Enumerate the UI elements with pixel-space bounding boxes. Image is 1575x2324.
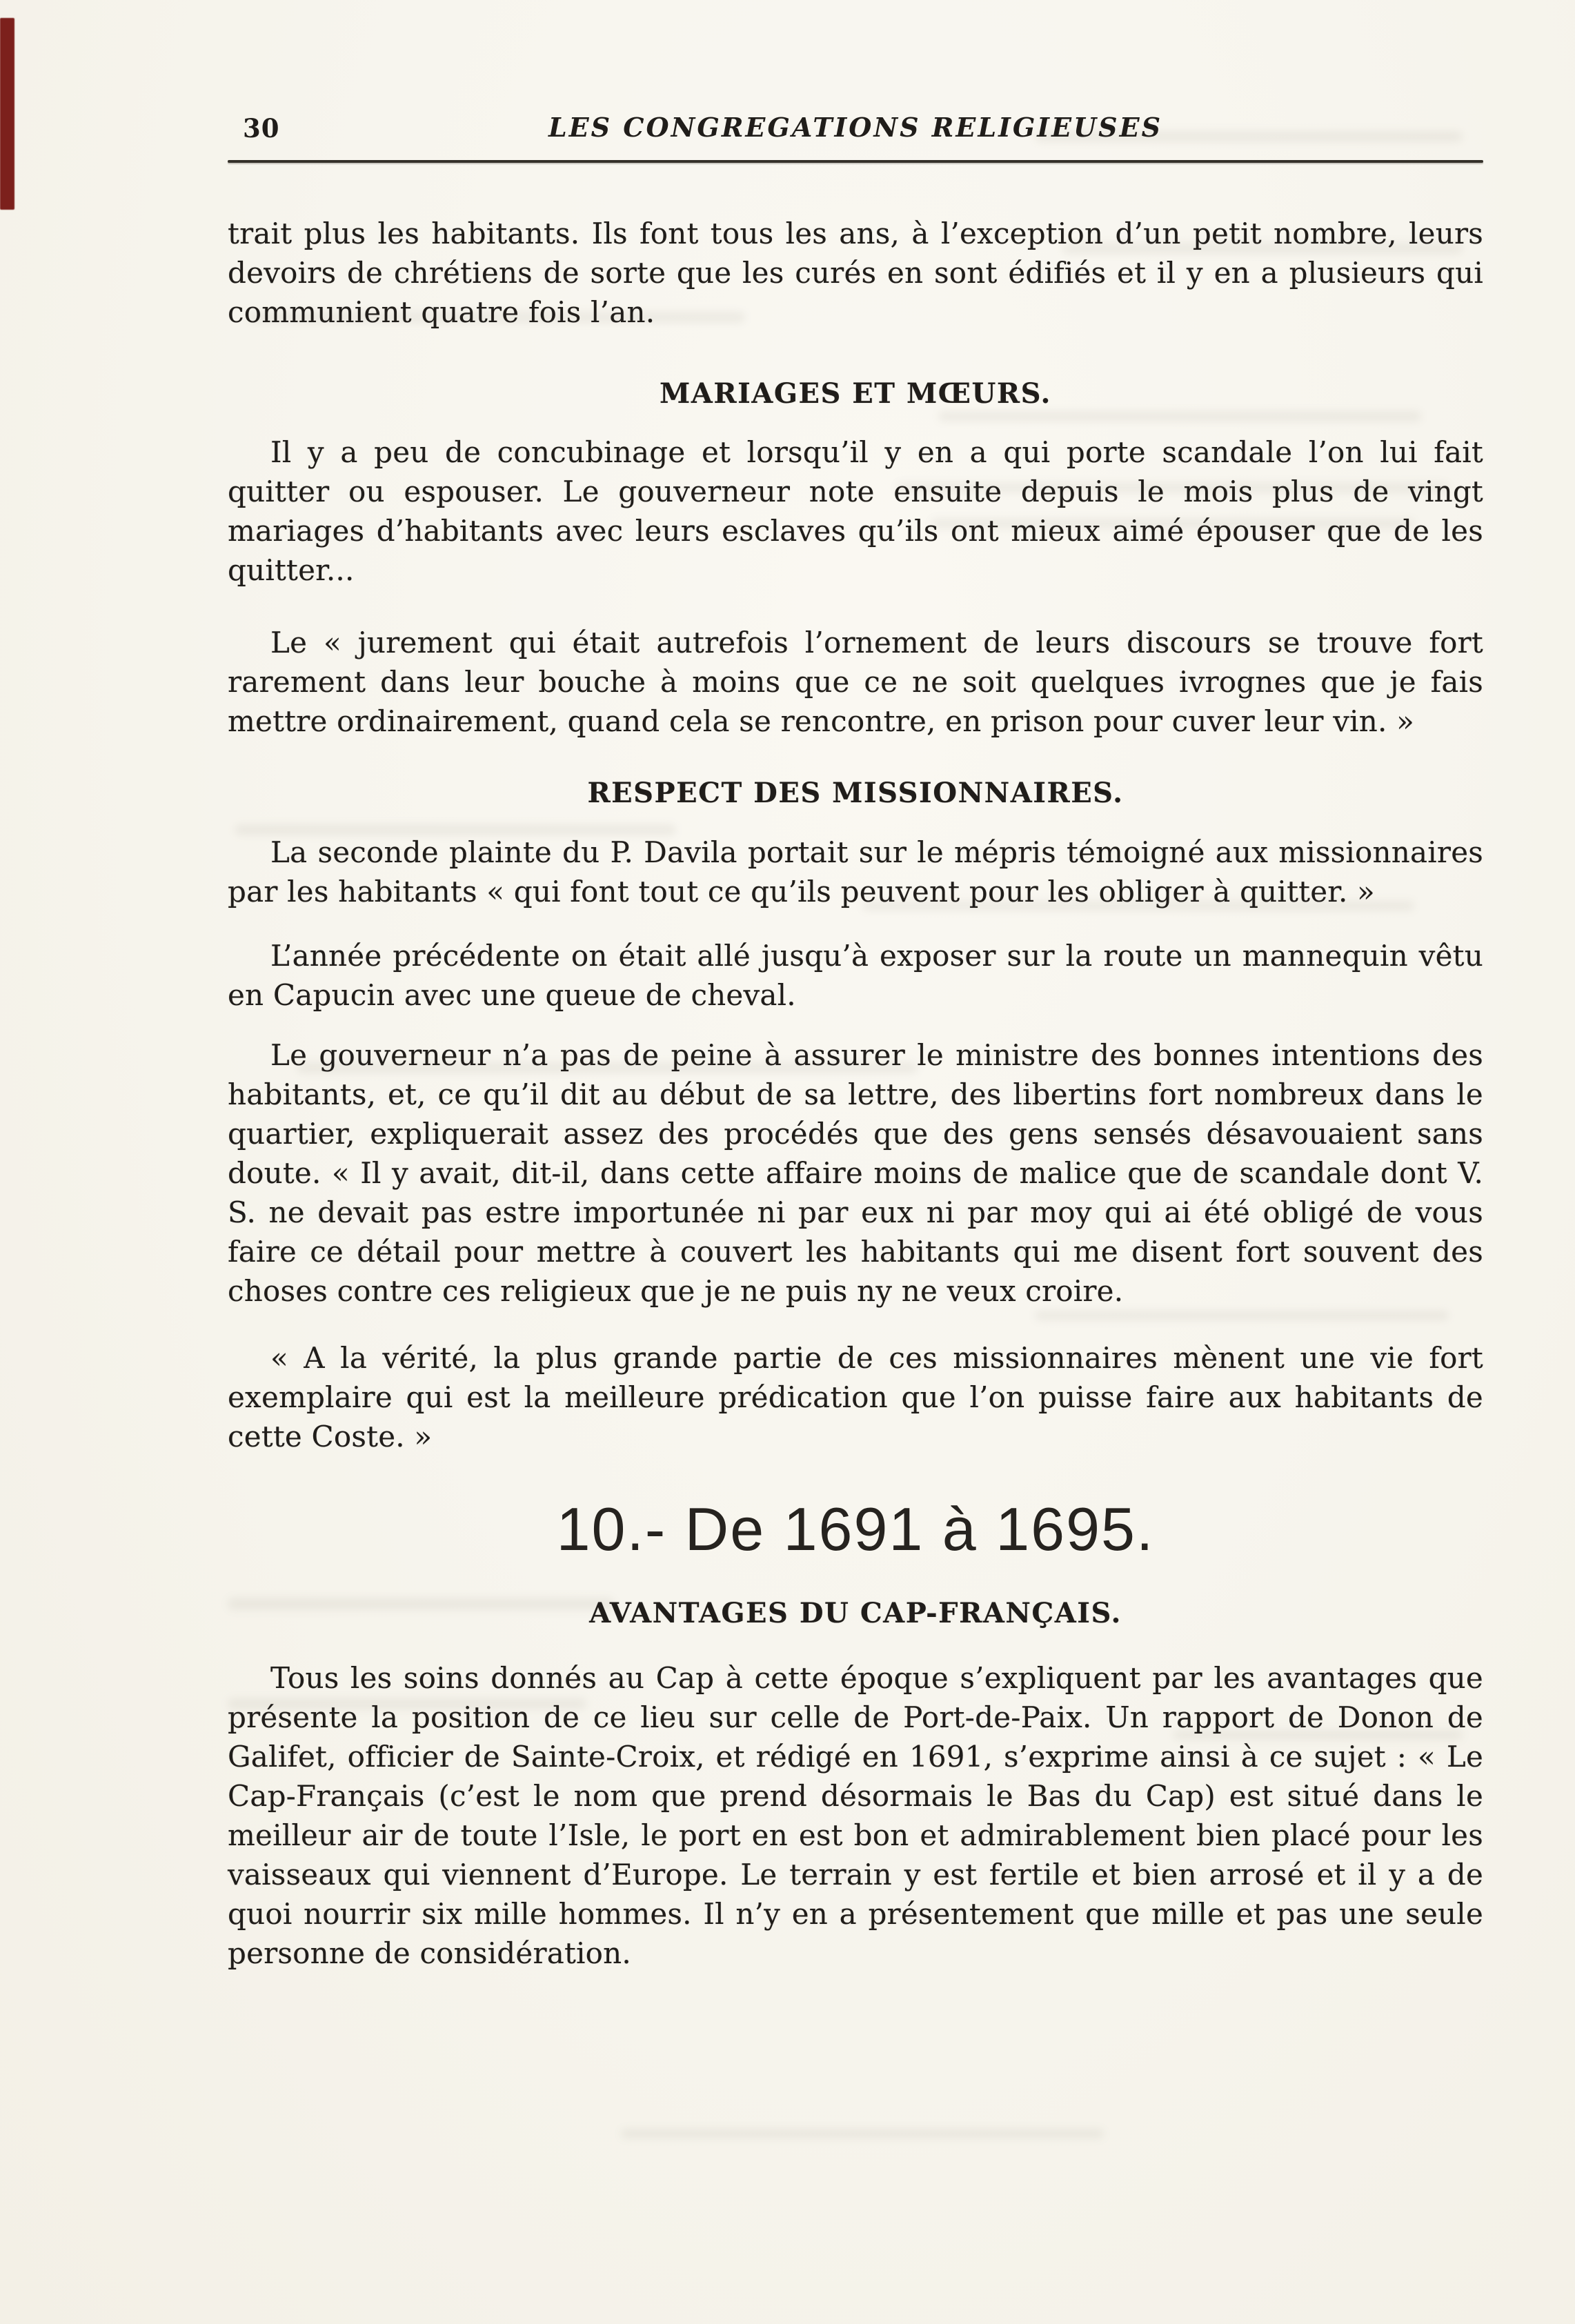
- section-heading-mariages-et-moeurs: MARIAGES ET MŒURS.: [660, 377, 1051, 410]
- paragraph-seconde-plainte: La seconde plainte du P. Davila portait sur le mépris témoigné aux missionnaires par les habitants « qui font tout ce qu’ils peuvent pour les obliger à quitter. »: [228, 835, 1483, 908]
- paragraph-a-la-verite: « A la vérité, la plus grande partie de ces missionnaires mènent une vie fort exemplaire qui est la meilleure prédication que l’on puisse faire aux habitants de cette Coste. »: [228, 1341, 1483, 1453]
- paragraph-concubinage: Il y a peu de concubinage et lorsqu’il y en a qui porte scandale l’on lui fait quitter ou espouser. Le gouverneur note ensuite depuis le mois plus de vingt mariages d’habitants avec leurs esclaves qu’ils ont mieux aimé épouser que de les quitter...: [228, 435, 1483, 587]
- scan-edge-mark: [0, 18, 14, 210]
- paragraph-jurement: Le « jurement qui était autrefois l’ornement de leurs discours se trouve fort rarement dans leur bouche à moins que ce ne soit quelques ivrognes que je fais mettre ordinairement, quand cela se rencontre, en prison pour cuver leur vin. »: [228, 626, 1483, 738]
- header-rule: [228, 160, 1483, 163]
- section-heading-respect-des-missionnaires: RESPECT DES MISSIONNAIRES.: [587, 777, 1124, 809]
- text-column: [228, 0, 1483, 1973]
- running-title: LES CONGREGATIONS RELIGIEUSES: [548, 112, 1163, 143]
- section-heading-avantages-du-cap-francais: AVANTAGES DU CAP-FRANÇAIS.: [589, 1597, 1122, 1629]
- paragraph-continuation: trait plus les habitants. Ils font tous les ans, à l’exception d’un petit nombre, leurs devoirs de chrétiens de sorte que les curés en sont édifiés et il y en a plusieurs qui communient quatre fois l’an.: [228, 217, 1483, 329]
- paragraph-avantages: Tous les soins donnés au Cap à cette époque s’expliquent par les avantages que présente la position de ce lieu sur celle de Port-de-Paix. Un rapport de Donon de Galifet, officier de Sainte-Croix, et rédigé en 1691, s’exprime ainsi à ce sujet : « Le Cap-Français (c’est le nom que prend désormais le Bas du Cap) est situé dans le meilleur air de toute l’Isle, le port en est bon et admirablement bien placé pour les vaisseaux qui viennent d’Europe. Le terrain y est fertile et bien arrosé et il y a de quoi nourrir six mille hommes. Il n’y en a présentement que mille et pas une seule personne de considération.: [228, 1661, 1483, 1970]
- chapter-heading-de-1691-a-1695: 10.- De 1691 à 1695.: [556, 1495, 1155, 1563]
- page-number: 30: [243, 113, 280, 143]
- page-header: [228, 112, 1483, 145]
- paragraph-gouverneur: Le gouverneur n’a pas de peine à assurer le ministre des bonnes intentions des habitants, et, ce qu’il dit au début de sa lettre, des libertins fort nombreux dans le quartier, expliquerait assez des procédés que des gens sensés désavouaient sans doute. « Il y avait, dit-il, dans cette affaire moins de malice que de scandale dont V. S. ne devait pas estre importunée ni par eux ni par moy qui ai été obligé de vous faire ce détail pour mettre à couvert les habitants qui me disent fort souvent des choses contre ces religieux que je ne puis ny ne veux croire.: [228, 1038, 1483, 1308]
- paragraph-annee-precedente: L’année précédente on était allé jusqu’à exposer sur la route un mannequin vêtu en Capucin avec une queue de cheval.: [228, 939, 1483, 1012]
- bleedthrough-smudge: [621, 2129, 1104, 2138]
